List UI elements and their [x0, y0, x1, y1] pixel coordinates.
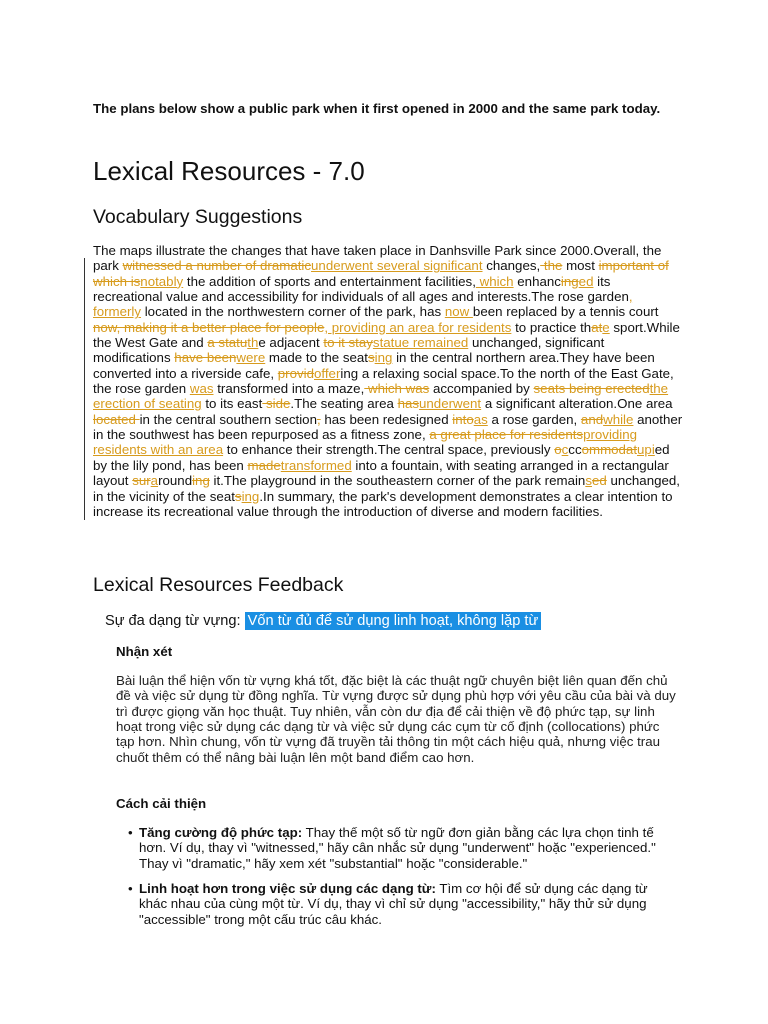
inserted-text: as: [473, 411, 488, 427]
deleted-text: ing: [560, 273, 579, 289]
essay-text: a significant alteration.One area: [481, 396, 673, 412]
inserted-text: was: [189, 381, 214, 397]
essay-text: e adjacent: [258, 335, 324, 351]
deleted-text: ommodat: [581, 442, 638, 458]
deleted-text: into: [452, 411, 474, 427]
essay-text: in the central northern area.They have been converted into a riverside cafe,: [93, 350, 655, 381]
deleted-text: sur: [132, 473, 151, 489]
deleted-text: o: [554, 442, 562, 458]
bullet-icon: •: [128, 881, 133, 897]
deleted-text: located: [93, 411, 140, 427]
deleted-text: important of which is: [93, 258, 669, 289]
essay-text: unchanged, in the vicinity of the seat: [93, 473, 680, 504]
deleted-text: side: [262, 396, 291, 412]
deleted-text: the: [540, 258, 563, 274]
deleted-text: seats being erected: [533, 381, 650, 397]
essay-text: ing a relaxing social space.To the north of the East Gate, the rose garden: [93, 365, 674, 397]
feedback-heading: Lexical Resources Feedback: [93, 574, 344, 596]
essay-text: another in the southwest has been repurposed as a fitness zone,: [93, 411, 683, 443]
essay-text: changes,: [482, 258, 541, 274]
inserted-text: e: [602, 319, 610, 335]
inserted-text: underwent several significant: [311, 258, 483, 274]
essay-text: to enhance their strength.The central space, previously: [223, 442, 555, 458]
improvement-item-title: Tăng cường độ phức tạp:: [139, 825, 303, 840]
deleted-text: have been: [174, 350, 237, 366]
essay-body: [93, 243, 683, 519]
deleted-text: at: [591, 319, 603, 335]
improvement-item-text: Tìm cơ hội để sử dụng các dạng từ khác nhau của cùng một từ. Ví dụ, thay vì chỉ sử dụng "accessibility," hãy thử sử dụng "accessible" trong một cấu trúc câu khác.: [139, 881, 648, 927]
inserted-text: while: [603, 411, 634, 427]
essay-text: it.The playground in the southeastern corner of the park remain: [209, 473, 586, 489]
essay-text: to its east: [201, 396, 263, 412]
improvement-item: [128, 825, 678, 871]
inserted-text: the erection of seating: [93, 381, 669, 412]
inserted-text: ing: [374, 350, 393, 366]
essay-text: unchanged, significant modifications: [93, 335, 605, 366]
revision-change-bar: [84, 258, 85, 520]
inserted-text: c: [561, 442, 569, 458]
essay-text: the addition of sports and entertainment facilities,: [183, 273, 476, 289]
essay-text: located in the northwestern corner of the park, has: [141, 304, 445, 320]
inserted-text: ed: [578, 273, 594, 289]
essay-text: has been redesigned: [320, 411, 453, 427]
essay-text: in the central southern section: [139, 411, 317, 427]
inserted-text: s: [585, 473, 592, 489]
essay-text: been replaced by a tennis court: [472, 304, 659, 320]
inserted-text: transformed: [280, 457, 352, 473]
vocabulary-heading: Vocabulary Suggestions: [93, 206, 303, 228]
diversity-row: [105, 611, 541, 631]
inserted-text: th: [247, 335, 259, 351]
essay-paragraph: [93, 243, 683, 519]
deleted-text: ed: [591, 473, 607, 489]
inserted-text: a: [150, 473, 159, 489]
essay-text: .In summary, the park's development demonstrates a clear intention to increase its recreational value through the introduction of diverse and modern facilities.: [93, 488, 673, 519]
essay-text: most: [562, 258, 599, 274]
essay-text: to practice th: [511, 319, 592, 335]
inserted-text: now: [444, 304, 473, 320]
essay-text: round: [158, 473, 193, 489]
deleted-text: and: [580, 411, 604, 427]
comment-text: Bài luận thể hiện vốn từ vựng khá tốt, đặc biệt là các thuật ngữ chuyên biệt liên quan đến chủ đề và việc sử dụng từ đồng nghĩa. Từ vựng được sử dụng phù hợp với yêu cầu của bài và duy trì được giọng văn học thuật. Tuy nhiên, vẫn còn dư địa để cải thiện về độ phức tạp, sự linh hoạt trong việc sử dụng các dạng từ và việc sử dụng các cụm từ cố định (collocations) phức tạp hơn. Nhìn chung, vốn từ vựng đã truyền tải thông tin một cách hiệu quả, nhưng việc trau chuốt thêm có thể nâng bài luận lên một band điểm cao hơn.: [116, 673, 676, 765]
deleted-text: ,: [316, 411, 321, 427]
deleted-text: a statu: [207, 335, 248, 351]
comment-heading: Nhận xét: [116, 644, 173, 659]
deleted-text: now, making it a better place for people: [93, 319, 325, 335]
inserted-text: underwent: [419, 396, 482, 412]
essay-text: made to the seat: [265, 350, 368, 366]
task-prompt: The plans below show a public park when it first opened in 2000 and the same park today.: [93, 101, 661, 116]
improvement-item-title: Linh hoạt hơn trong việc sử dụng các dạng từ:: [139, 881, 436, 897]
deleted-text: which was: [364, 381, 430, 397]
essay-text: its recreational value and accessibility for individuals of all ages and interests.The rose garden: [93, 273, 629, 305]
deleted-text: ing: [192, 473, 210, 489]
deleted-text: provid: [277, 365, 314, 381]
deleted-text: made: [247, 457, 281, 473]
deleted-text: s: [367, 350, 375, 366]
inserted-text: upi: [637, 442, 655, 458]
essay-text: sport.While the West Gate and: [93, 319, 680, 351]
inserted-text: were: [236, 350, 266, 366]
diversity-badge: Vốn từ đủ để sử dụng linh hoạt, không lặp từ: [245, 612, 542, 630]
essay-text: accompanied by: [429, 381, 534, 397]
deleted-text: witnessed a number of dramatic: [122, 258, 312, 274]
inserted-text: providing residents with an area: [93, 427, 638, 458]
essay-text: a rose garden,: [487, 411, 581, 427]
essay-text: cc: [568, 442, 582, 458]
improvement-list: [128, 825, 678, 937]
essay-text: into a fountain, with seating arranged in a rectangular layout: [93, 457, 669, 489]
deleted-text: has: [397, 396, 420, 412]
inserted-text: ing: [241, 488, 260, 504]
inserted-text: , formerly: [93, 289, 633, 320]
essay-text: The maps illustrate the changes that have taken place in Danhsville Park since 2000.Overall, the park: [93, 243, 662, 274]
diversity-label: Sự đa dạng từ vựng:: [105, 613, 241, 629]
deleted-text: s: [234, 488, 242, 504]
improvement-heading: Cách cải thiện: [116, 796, 207, 811]
page-title: Lexical Resources - 7.0: [93, 156, 365, 186]
inserted-text: offer: [314, 365, 341, 381]
essay-text: .The seating area: [290, 396, 398, 412]
deleted-text: to it stay: [323, 335, 373, 351]
deleted-text: a great place for residents: [429, 427, 584, 443]
essay-text: ed by the lily pond, has been: [93, 442, 670, 473]
bullet-icon: •: [128, 825, 133, 840]
inserted-text: which: [475, 273, 514, 289]
essay-text: enhanc: [513, 273, 561, 289]
improvement-item-text: Thay thế một số từ ngữ đơn giản bằng các lựa chọn tinh tế hơn. Ví dụ, thay vì "witnessed," hãy cân nhắc sử dụng "underwent" hoặc "experienced." Thay vì "dramatic," hãy xem xét "substantial" hoặc "considerable.": [139, 825, 656, 871]
essay-text: transformed into a maze,: [213, 381, 365, 397]
inserted-text: , providing an area for residents: [324, 319, 512, 335]
improvement-item: [128, 881, 678, 927]
inserted-text: notably: [140, 273, 184, 289]
inserted-text: statue remained: [372, 335, 469, 351]
